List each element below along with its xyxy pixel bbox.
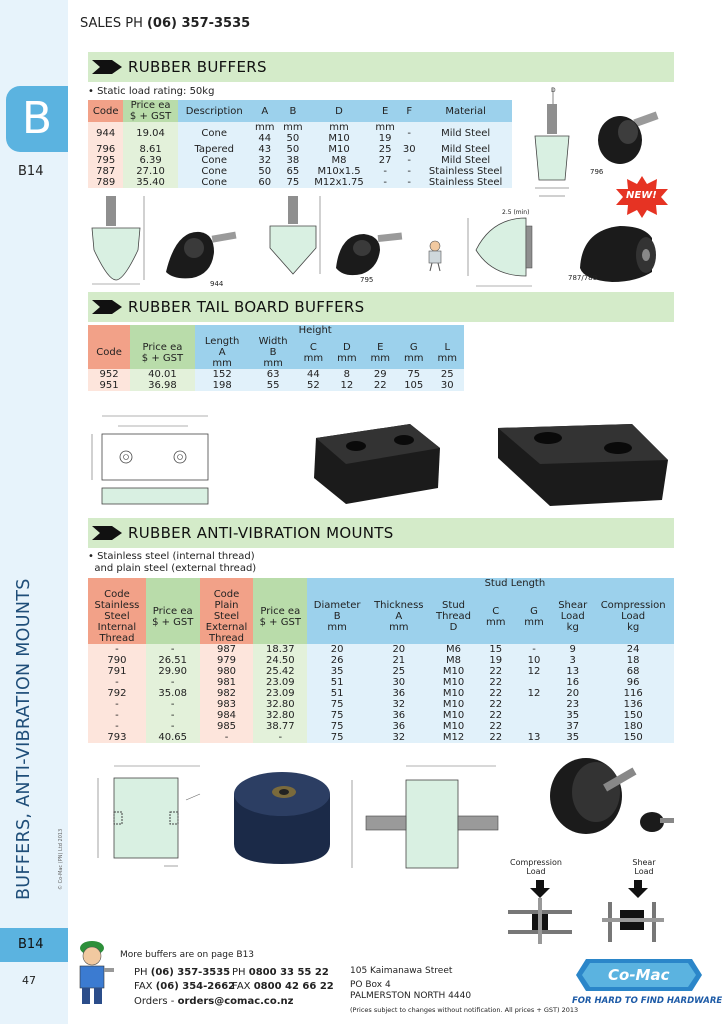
table-cell: 68 bbox=[592, 666, 674, 677]
table-cell: 116 bbox=[592, 688, 674, 699]
table-cell: Mild Steel bbox=[419, 122, 512, 144]
header-cell: Code bbox=[88, 336, 130, 369]
table-cell: 75 bbox=[279, 177, 307, 188]
table-cell: 36.98 bbox=[130, 380, 195, 391]
table-cell: - bbox=[399, 166, 419, 177]
header-cell: G mm bbox=[397, 336, 430, 369]
anti-vibration-table bbox=[88, 578, 674, 743]
table-cell: 75 bbox=[397, 369, 430, 380]
table-cell: M6 bbox=[430, 644, 476, 655]
table-cell: 35.08 bbox=[146, 688, 200, 699]
table-cell: 35 bbox=[307, 666, 367, 677]
table-cell: 3 bbox=[553, 655, 592, 666]
table-cell: 19.04 bbox=[123, 122, 177, 144]
table-cell: 29.90 bbox=[146, 666, 200, 677]
header-cell: Price ea $ + GST bbox=[253, 589, 307, 644]
table-row bbox=[88, 666, 674, 677]
table-cell: - bbox=[515, 644, 553, 655]
table-row bbox=[88, 721, 674, 732]
svg-text:D: D bbox=[551, 87, 556, 94]
table-cell: - bbox=[88, 721, 146, 732]
table-cell: - bbox=[88, 677, 146, 688]
table-cell: M10 bbox=[430, 677, 476, 688]
static-load-note: • Static load rating: 50kg bbox=[88, 86, 215, 97]
table-cell: - bbox=[146, 644, 200, 655]
mount-internal-photo bbox=[228, 764, 338, 868]
table-cell: 791 bbox=[88, 666, 146, 677]
table-cell: M8 bbox=[307, 155, 371, 166]
table-cell: M10 bbox=[430, 688, 476, 699]
header-cell bbox=[307, 578, 367, 589]
header-cell: A bbox=[251, 100, 279, 122]
page-code-bottom-tab: B14 bbox=[0, 928, 68, 962]
cone-944-diagram bbox=[88, 190, 158, 288]
table-cell: 790 bbox=[88, 655, 146, 666]
table-cell: 982 bbox=[200, 688, 254, 699]
table-cell: Stainless Steel bbox=[419, 177, 512, 188]
table-cell: 981 bbox=[200, 677, 254, 688]
table-cell: - bbox=[146, 721, 200, 732]
table-cell: 19 bbox=[477, 655, 515, 666]
table-cell: - bbox=[399, 155, 419, 166]
table-cell: 22 bbox=[477, 732, 515, 743]
table-cell: - bbox=[399, 122, 419, 144]
header-cell: Compression Load kg bbox=[592, 589, 674, 644]
table-cell: 152 bbox=[195, 369, 250, 380]
table-cell bbox=[515, 721, 553, 732]
table-cell: - bbox=[146, 710, 200, 721]
table-cell: 32.80 bbox=[253, 710, 307, 721]
table-cell: 38 bbox=[279, 155, 307, 166]
table-row bbox=[88, 166, 512, 177]
page-code-top: B14 bbox=[18, 164, 44, 179]
header-cell: Price ea $ + GST bbox=[146, 589, 200, 644]
tapered-buffer-diagram bbox=[527, 84, 587, 204]
table-cell: 60 bbox=[251, 177, 279, 188]
rubber-buffers-title: RUBBER BUFFERS bbox=[128, 58, 267, 76]
table-cell: 36 bbox=[367, 710, 430, 721]
table-cell: 30 bbox=[399, 144, 419, 155]
table-row bbox=[88, 644, 674, 655]
table-cell: mm 44 bbox=[251, 122, 279, 144]
table-cell: Cone bbox=[178, 166, 251, 177]
mascot-small bbox=[424, 240, 446, 272]
table-cell: 40.65 bbox=[146, 732, 200, 743]
table-cell: Stainless Steel bbox=[419, 166, 512, 177]
tail-board-photo-951 bbox=[492, 414, 672, 510]
caption-787-789: 787/789 bbox=[568, 274, 598, 282]
table-cell: 6.39 bbox=[123, 155, 177, 166]
header-cell bbox=[430, 578, 476, 589]
table-cell: - bbox=[88, 644, 146, 655]
header-cell: Length A mm bbox=[195, 336, 250, 369]
table-cell: 12 bbox=[330, 380, 363, 391]
table-cell: 984 bbox=[200, 710, 254, 721]
mascot-large bbox=[70, 938, 116, 1012]
table-cell: 51 bbox=[307, 677, 367, 688]
header-cell: C mm bbox=[477, 589, 515, 644]
cone-944-photo bbox=[162, 222, 242, 282]
table-cell: - bbox=[371, 166, 399, 177]
table-cell: 16 bbox=[553, 677, 592, 688]
tail-board-photo-952 bbox=[306, 418, 446, 506]
table-row bbox=[88, 144, 512, 155]
tapered-buffer-photo bbox=[594, 108, 664, 170]
rubber-buffers-table bbox=[88, 100, 512, 188]
height-group-header: Height bbox=[297, 325, 464, 336]
table-cell: 35 bbox=[553, 710, 592, 721]
table-row bbox=[88, 710, 674, 721]
price-fine-print: (Prices subject to changes without notification. All prices + GST) 2013 bbox=[350, 1006, 579, 1014]
table-cell: 23.09 bbox=[253, 677, 307, 688]
table-cell: 18.37 bbox=[253, 644, 307, 655]
shear-load-label: Shear Load bbox=[632, 858, 656, 876]
header-cell: Price ea $ + GST bbox=[130, 336, 195, 369]
table-cell: - bbox=[253, 732, 307, 743]
header-cell bbox=[146, 578, 200, 589]
header-cell bbox=[250, 325, 297, 336]
table-row bbox=[88, 155, 512, 166]
header-cell bbox=[88, 578, 146, 589]
rubber-buffers-bar bbox=[88, 52, 674, 82]
table-cell: 136 bbox=[592, 699, 674, 710]
cone-795-photo bbox=[332, 228, 406, 278]
sales-phone-header: SALES PH (06) 357-3535 bbox=[80, 16, 251, 31]
table-cell bbox=[515, 677, 553, 688]
table-cell: 8 bbox=[330, 369, 363, 380]
address-line-1: 105 Kaimanawa Street bbox=[350, 966, 453, 976]
table-cell: 22 bbox=[477, 688, 515, 699]
table-cell: 979 bbox=[200, 655, 254, 666]
table-cell: 32.80 bbox=[253, 699, 307, 710]
header-cell bbox=[367, 578, 430, 589]
compression-load-label: Compression Load bbox=[510, 858, 562, 876]
table-cell: 26 bbox=[307, 655, 367, 666]
table-cell: 63 bbox=[250, 369, 297, 380]
caption-796: 796 bbox=[590, 168, 604, 176]
page-number: 47 bbox=[22, 974, 36, 987]
tail-board-title: RUBBER TAIL BOARD BUFFERS bbox=[128, 298, 365, 316]
new-badge-text: NEW! bbox=[626, 190, 657, 201]
mount-external-photo bbox=[542, 756, 678, 844]
table-cell: 96 bbox=[592, 677, 674, 688]
table-cell: 150 bbox=[592, 710, 674, 721]
table-cell: 44 bbox=[297, 369, 330, 380]
table-cell: 21 bbox=[367, 655, 430, 666]
table-cell: M10 bbox=[430, 699, 476, 710]
table-cell: M10x1.5 bbox=[307, 166, 371, 177]
header-cell: F bbox=[399, 100, 419, 122]
table-cell: 20 bbox=[553, 688, 592, 699]
table-row bbox=[88, 688, 674, 699]
logo-text: Co-Mac bbox=[608, 966, 670, 984]
anti-vibration-bar bbox=[88, 518, 674, 548]
table-cell: 22 bbox=[477, 677, 515, 688]
table-row bbox=[88, 732, 674, 743]
table-cell: 35.40 bbox=[123, 177, 177, 188]
table-cell: 12 bbox=[515, 666, 553, 677]
table-cell: 30 bbox=[367, 677, 430, 688]
copyright-note: © Co-Mac (PN) Ltd 2013 bbox=[58, 828, 64, 890]
table-cell: 32 bbox=[367, 699, 430, 710]
table-cell: 23 bbox=[553, 699, 592, 710]
table-cell: 29 bbox=[364, 369, 397, 380]
table-cell: 944 bbox=[88, 122, 123, 144]
thread-note-2: and plain steel (external thread) bbox=[88, 563, 257, 574]
header-cell bbox=[195, 325, 250, 336]
table-cell: 9 bbox=[553, 644, 592, 655]
table-cell: 18 bbox=[592, 655, 674, 666]
table-cell: 27.10 bbox=[123, 166, 177, 177]
table-cell: 50 bbox=[251, 166, 279, 177]
header-cell: Shear Load kg bbox=[553, 589, 592, 644]
caption-944: 944 bbox=[210, 280, 224, 288]
table-cell: 789 bbox=[88, 177, 123, 188]
header-cell: Thickness A mm bbox=[367, 589, 430, 644]
table-row bbox=[88, 380, 464, 391]
header-cell: B bbox=[279, 100, 307, 122]
tagline: FOR HARD TO FIND HARDWARE bbox=[572, 996, 723, 1006]
header-cell: D bbox=[307, 100, 371, 122]
phone-line: PH (06) 357-3535 bbox=[134, 967, 231, 978]
table-cell: 22 bbox=[477, 721, 515, 732]
table-cell: 65 bbox=[279, 166, 307, 177]
table-cell: 75 bbox=[307, 710, 367, 721]
table-row bbox=[88, 369, 464, 380]
header-cell bbox=[253, 578, 307, 589]
address-line-2: PO Box 4 bbox=[350, 980, 391, 990]
table-cell: - bbox=[371, 177, 399, 188]
table-cell: - bbox=[88, 699, 146, 710]
arrow-icon bbox=[92, 526, 122, 540]
compression-load-diagram bbox=[502, 880, 578, 946]
table-cell: 22 bbox=[477, 699, 515, 710]
table-cell: 25 bbox=[430, 369, 464, 380]
header-cell: Material bbox=[419, 100, 512, 122]
stud-length-group-header: Stud Length bbox=[477, 578, 554, 589]
thread-note-1: • Stainless steel (internal thread) bbox=[88, 551, 255, 562]
header-cell: D mm bbox=[330, 336, 363, 369]
table-cell: 36 bbox=[367, 721, 430, 732]
table-cell: - bbox=[399, 177, 419, 188]
table-cell: - bbox=[200, 732, 254, 743]
table-cell: 150 bbox=[592, 732, 674, 743]
table-cell: 792 bbox=[88, 688, 146, 699]
table-cell: 795 bbox=[88, 155, 123, 166]
table-cell: 180 bbox=[592, 721, 674, 732]
table-cell: 32 bbox=[251, 155, 279, 166]
header-cell: Code Plain Steel External Thread bbox=[200, 589, 254, 644]
table-cell: 55 bbox=[250, 380, 297, 391]
table-cell: 787 bbox=[88, 166, 123, 177]
orders-email-link[interactable]: orders@comac.co.nz bbox=[177, 996, 294, 1007]
table-cell: 23.09 bbox=[253, 688, 307, 699]
table-cell: M10 bbox=[307, 144, 371, 155]
table-cell: - bbox=[146, 677, 200, 688]
header-cell bbox=[592, 578, 674, 589]
vertical-title: BUFFERS, ANTI-VIBRATION MOUNTS bbox=[14, 578, 34, 900]
fax-line: FAX (06) 354-2662 bbox=[134, 981, 236, 992]
header-cell bbox=[88, 325, 130, 336]
table-cell: 36 bbox=[367, 688, 430, 699]
freephone-line: PH 0800 33 55 22 bbox=[232, 967, 329, 978]
table-cell: M10 bbox=[430, 710, 476, 721]
table-cell bbox=[515, 699, 553, 710]
table-cell: 75 bbox=[307, 699, 367, 710]
orders-line: Orders - orders@comac.co.nz bbox=[134, 996, 294, 1007]
header-cell: Diameter B mm bbox=[307, 589, 367, 644]
header-cell: G mm bbox=[515, 589, 553, 644]
table-cell: 15 bbox=[477, 644, 515, 655]
shear-load-diagram bbox=[600, 880, 676, 946]
table-cell: 40.01 bbox=[130, 369, 195, 380]
table-cell: Cone bbox=[178, 122, 251, 144]
table-cell: 38.77 bbox=[253, 721, 307, 732]
table-cell: M10 bbox=[430, 721, 476, 732]
table-cell: 10 bbox=[515, 655, 553, 666]
table-cell: 793 bbox=[88, 732, 146, 743]
min-dimension-note: 2.5 (min) bbox=[502, 209, 530, 216]
table-cell: 985 bbox=[200, 721, 254, 732]
header-cell: C mm bbox=[297, 336, 330, 369]
anti-vibration-title: RUBBER ANTI-VIBRATION MOUNTS bbox=[128, 524, 394, 542]
table-cell: M12x1.75 bbox=[307, 177, 371, 188]
tail-board-bar bbox=[88, 292, 674, 322]
header-cell: E mm bbox=[364, 336, 397, 369]
table-row bbox=[88, 177, 512, 188]
table-cell: 25 bbox=[371, 144, 399, 155]
header-cell: Description bbox=[178, 100, 251, 122]
table-cell: 27 bbox=[371, 155, 399, 166]
table-cell: - bbox=[146, 699, 200, 710]
table-cell: mm M10 bbox=[307, 122, 371, 144]
table-cell: 43 bbox=[251, 144, 279, 155]
table-cell: mm 19 bbox=[371, 122, 399, 144]
table-cell: 12 bbox=[515, 688, 553, 699]
table-cell: M10 bbox=[430, 666, 476, 677]
table-cell: 50 bbox=[279, 144, 307, 155]
table-cell: M12 bbox=[430, 732, 476, 743]
table-cell: 24.50 bbox=[253, 655, 307, 666]
table-cell: - bbox=[88, 710, 146, 721]
table-cell: 983 bbox=[200, 699, 254, 710]
mount-internal-diagram bbox=[88, 760, 228, 876]
header-cell bbox=[200, 578, 254, 589]
table-cell: 20 bbox=[307, 644, 367, 655]
table-cell: 22 bbox=[364, 380, 397, 391]
table-cell: mm 50 bbox=[279, 122, 307, 144]
table-cell: 75 bbox=[307, 732, 367, 743]
table-cell: M8 bbox=[430, 655, 476, 666]
table-cell: 22 bbox=[477, 710, 515, 721]
table-cell: 951 bbox=[88, 380, 130, 391]
table-cell: 13 bbox=[553, 666, 592, 677]
table-cell: 198 bbox=[195, 380, 250, 391]
section-letter-tab: B bbox=[6, 86, 68, 152]
table-cell: Cone bbox=[178, 155, 251, 166]
table-cell: 20 bbox=[367, 644, 430, 655]
table-cell: 32 bbox=[367, 732, 430, 743]
cone-795-diagram bbox=[266, 190, 326, 288]
tail-board-diagram bbox=[88, 410, 218, 506]
table-cell: 952 bbox=[88, 369, 130, 380]
table-row bbox=[88, 655, 674, 666]
table-cell: 26.51 bbox=[146, 655, 200, 666]
table-cell: 105 bbox=[397, 380, 430, 391]
table-cell: 35 bbox=[553, 732, 592, 743]
table-cell: 30 bbox=[430, 380, 464, 391]
table-row bbox=[88, 122, 512, 144]
table-cell: Tapered bbox=[178, 144, 251, 155]
header-cell: Width B mm bbox=[250, 336, 297, 369]
table-cell: 24 bbox=[592, 644, 674, 655]
header-cell: Stud Thread D bbox=[430, 589, 476, 644]
header-cell: Code bbox=[88, 100, 123, 122]
arrow-icon bbox=[92, 60, 122, 74]
table-cell: 25.42 bbox=[253, 666, 307, 677]
table-cell: 51 bbox=[307, 688, 367, 699]
table-cell: 13 bbox=[515, 732, 553, 743]
header-cell bbox=[553, 578, 592, 589]
table-cell: Mild Steel bbox=[419, 144, 512, 155]
tail-board-table bbox=[88, 325, 464, 391]
arrow-icon bbox=[92, 300, 122, 314]
header-cell: E bbox=[371, 100, 399, 122]
header-cell: L mm bbox=[430, 336, 464, 369]
table-row bbox=[88, 677, 674, 688]
address-line-3: PALMERSTON NORTH 4440 bbox=[350, 991, 472, 1001]
more-buffers-note: More buffers are on page B13 bbox=[120, 950, 255, 960]
table-row bbox=[88, 699, 674, 710]
table-cell: 796 bbox=[88, 144, 123, 155]
table-cell: 987 bbox=[200, 644, 254, 655]
table-cell: 25 bbox=[367, 666, 430, 677]
header-cell: Code Stainless Steel Internal Thread bbox=[88, 589, 146, 644]
table-cell: Mild Steel bbox=[419, 155, 512, 166]
table-cell: 75 bbox=[307, 721, 367, 732]
table-cell: 8.61 bbox=[123, 144, 177, 155]
header-cell bbox=[130, 325, 195, 336]
freefax-line: FAX 0800 42 66 22 bbox=[232, 981, 334, 992]
table-cell: 22 bbox=[477, 666, 515, 677]
table-cell bbox=[515, 710, 553, 721]
table-cell: 980 bbox=[200, 666, 254, 677]
table-cell: 52 bbox=[297, 380, 330, 391]
caption-795: 795 bbox=[360, 276, 374, 284]
table-cell: Cone bbox=[178, 177, 251, 188]
table-cell: 37 bbox=[553, 721, 592, 732]
header-cell: Price ea $ + GST bbox=[123, 100, 177, 122]
dome-787-789-diagram bbox=[462, 206, 562, 292]
